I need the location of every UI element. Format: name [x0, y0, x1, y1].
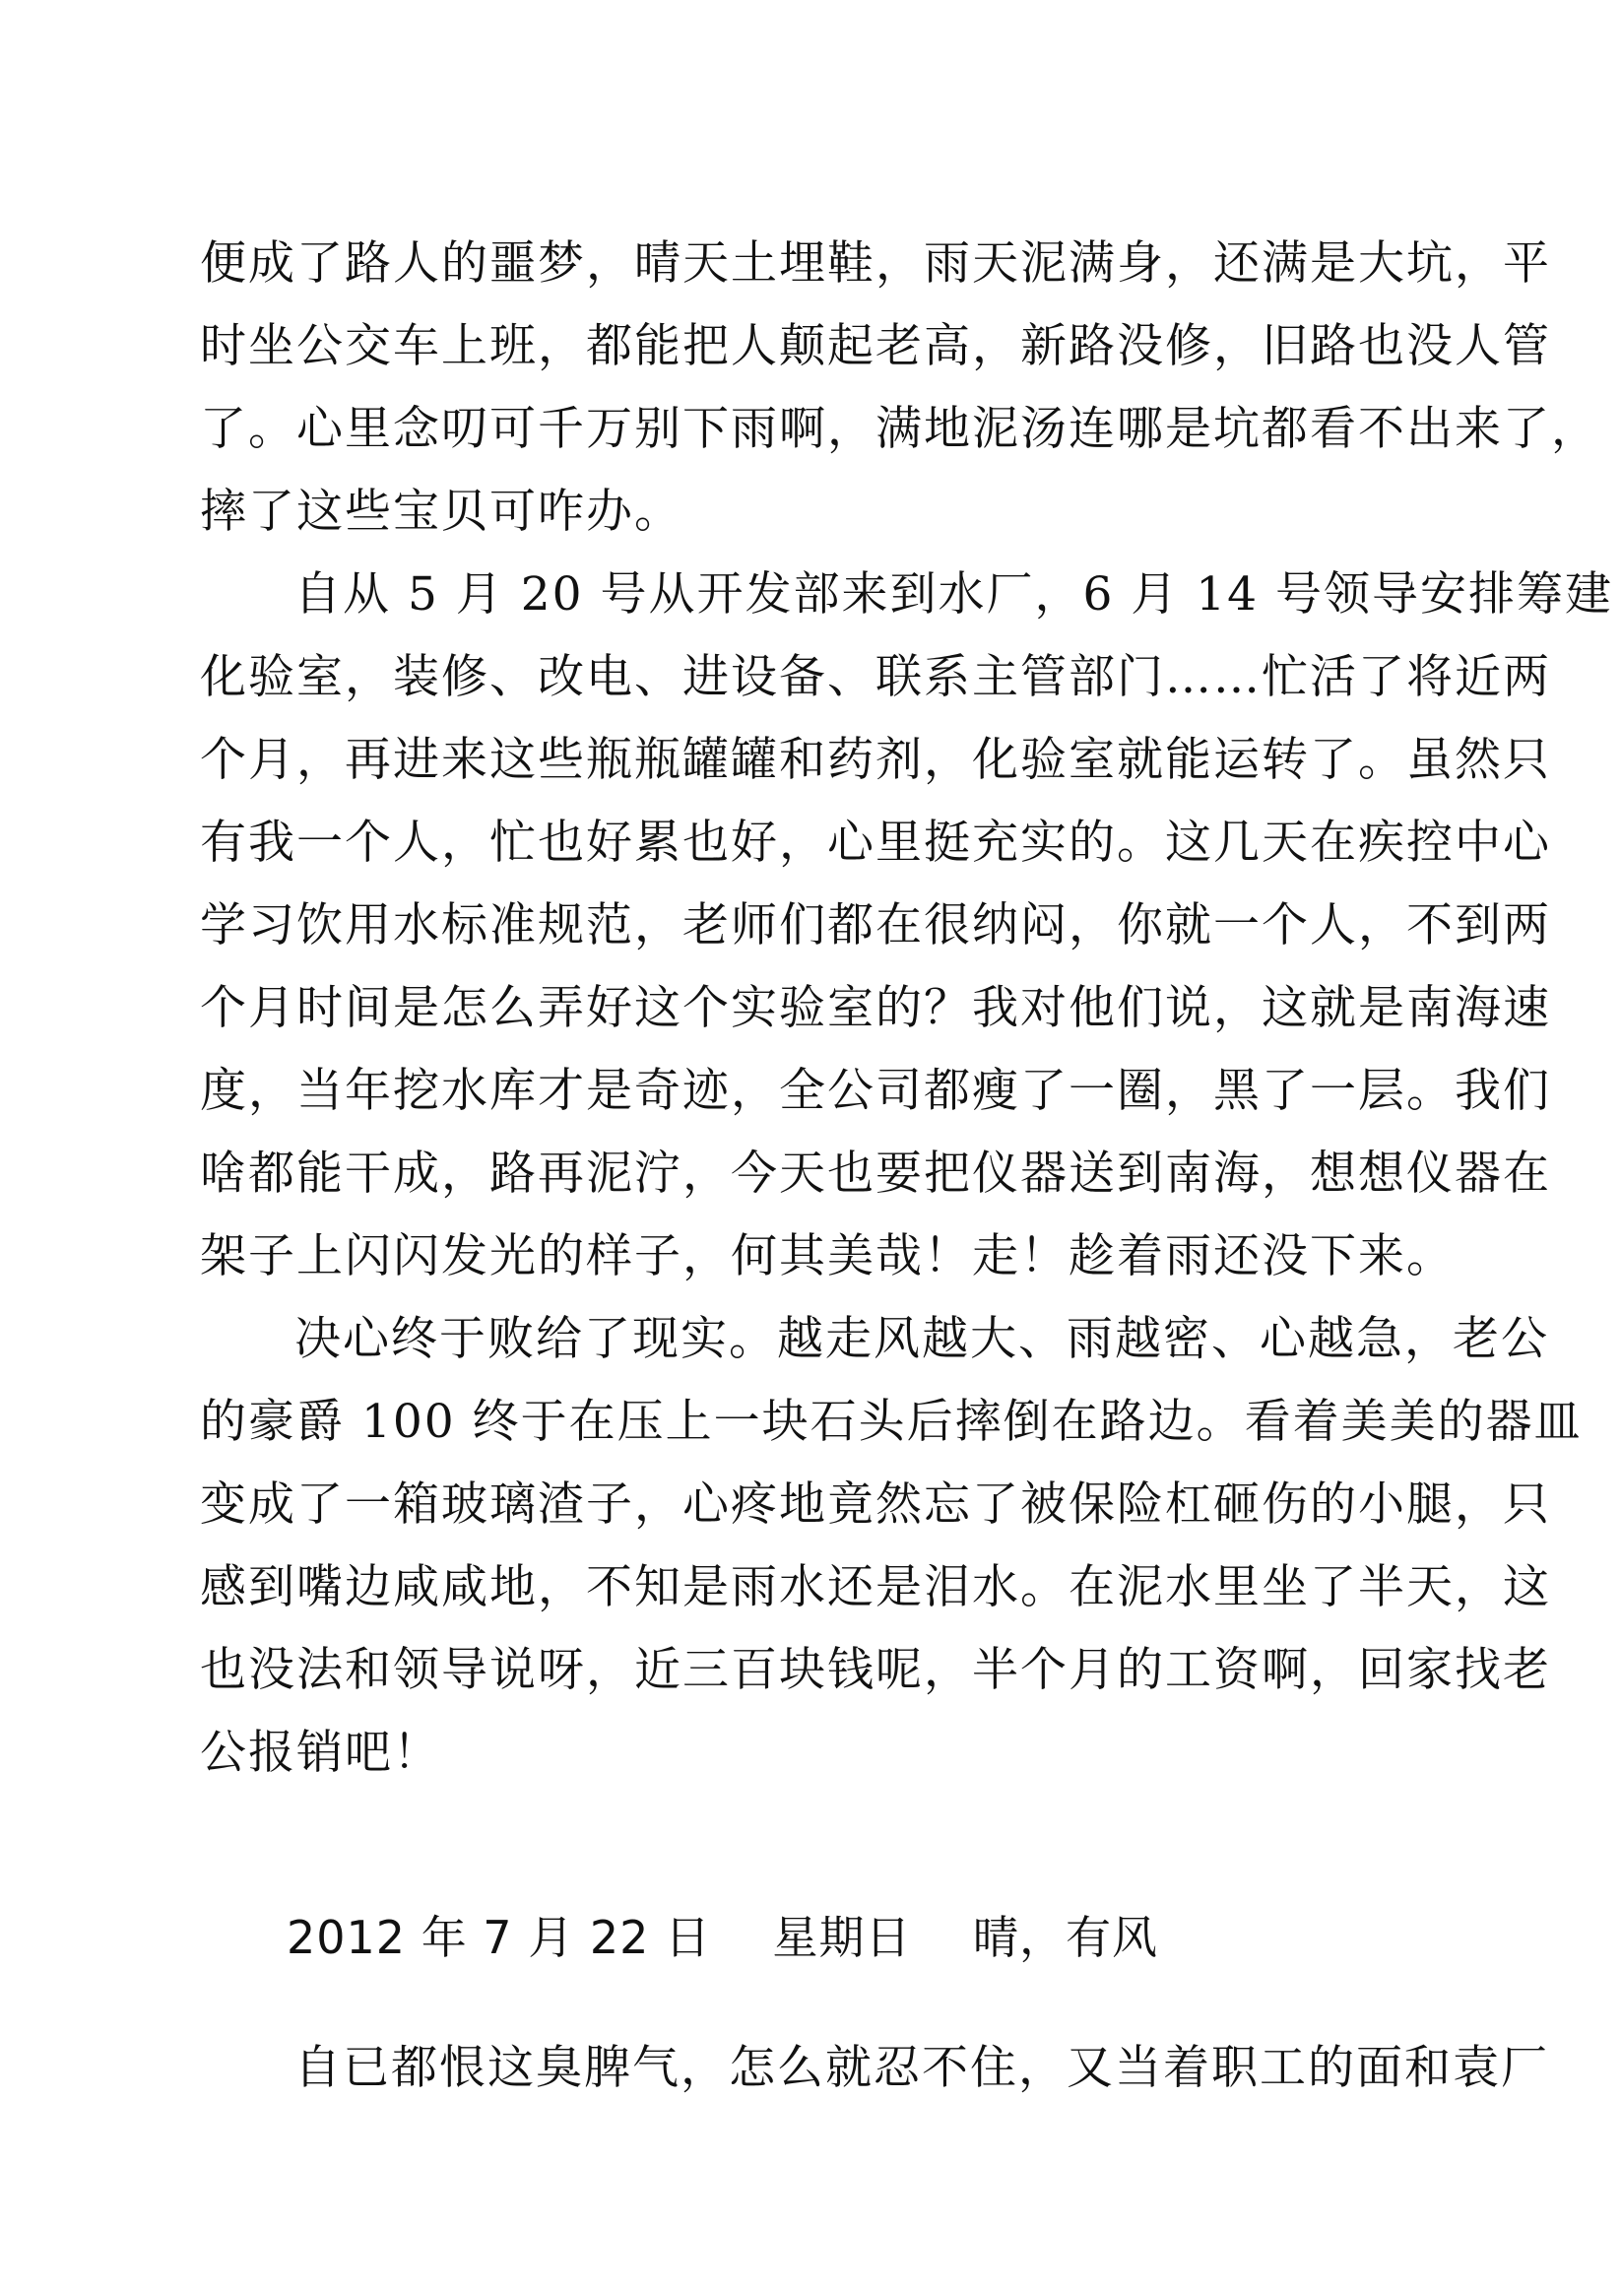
text-line: 了。心里念叨可千万别下雨啊，满地泥汤连哪是坑都看不出来了，: [200, 402, 1599, 456]
paragraph-1: [200, 223, 1599, 554]
text-line: 啥都能干成，路再泥泞，今天也要把仪器送到南海，想想仪器在: [200, 1147, 1551, 1201]
text-line: 自从 5 月 20 号从开发部来到水厂，6 月 14 号领导安排筹建: [294, 567, 1613, 622]
paragraph-3: [200, 1298, 1583, 1795]
text-line: 化验室，装修、改电、进设备、联系主管部门……忙活了将近两: [200, 650, 1551, 704]
paragraph-2: [200, 554, 1613, 1298]
text-line: 也没法和领导说呀，近三百块钱呢，半个月的工资啊，回家找老: [200, 1643, 1551, 1697]
text-line: 架子上闪闪发光的样子，何其美哉！走！趁着雨还没下来。: [200, 1229, 1455, 1283]
text-line: 时坐公交车上班，都能把人颠起老高，新路没修，旧路也没人管: [200, 319, 1551, 373]
text-line: 学习饮用水标准规范，老师们都在很纳闷，你就一个人，不到两: [200, 898, 1551, 952]
text-line: 有我一个人，忙也好累也好，心里挺充实的。这几天在疾控中心: [200, 816, 1551, 870]
text-line: 决心终于败给了现实。越走风越大、雨越密、心越急，老公: [294, 1312, 1549, 1366]
text-line: 摔了这些宝贝可咋办。: [200, 485, 682, 539]
text-line: 个月，再进来这些瓶瓶罐罐和药剂，化验室就能运转了。虽然只: [200, 733, 1551, 787]
paragraph-4: [200, 2027, 1549, 2110]
diary-date-heading: 2012 年 7 月 22 日 星期日 晴，有风: [287, 1911, 1158, 1964]
text-line: 自已都恨这臭脾气，怎么就忍不住，又当着职工的面和袁厂: [294, 2041, 1549, 2095]
text-line: 公报销吧！: [200, 1726, 441, 1780]
text-line: 度，当年挖水库才是奇迹，全公司都瘦了一圈，黑了一层。我们: [200, 1064, 1551, 1118]
text-line: 便成了路人的噩梦，晴天土埋鞋，雨天泥满身，还满是大坑，平: [200, 236, 1551, 291]
text-line: 个月时间是怎么弄好这个实验室的？我对他们说，这就是南海速: [200, 981, 1551, 1035]
text-line: 变成了一箱玻璃渣子，心疼地竟然忘了被保险杠砸伤的小腿，只: [200, 1477, 1551, 1532]
text-line: 的豪爵 100 终于在压上一块石头后摔倒在路边。看着美美的器皿: [200, 1395, 1583, 1449]
text-line: 感到嘴边咸咸地，不知是雨水还是泪水。在泥水里坐了半天，这: [200, 1560, 1551, 1614]
